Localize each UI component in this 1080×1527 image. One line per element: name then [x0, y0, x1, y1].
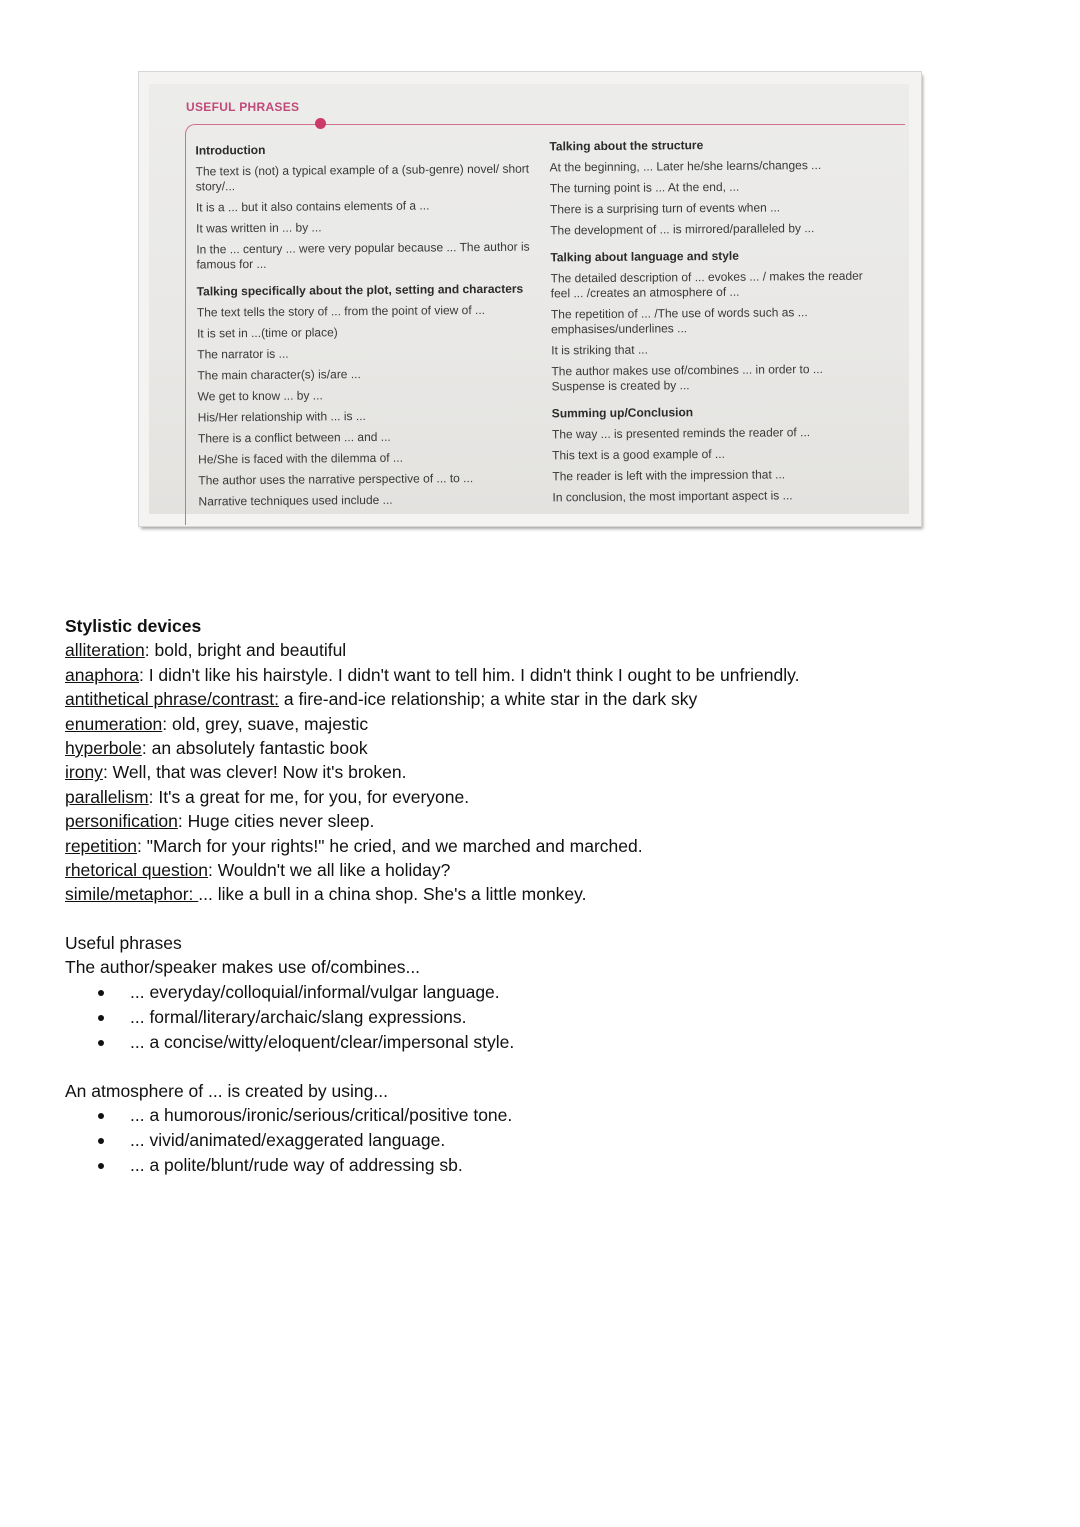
- device-example: Well, that was clever! Now it's broken.: [112, 762, 407, 783]
- phrase: This text is a good example of ...: [552, 446, 725, 463]
- section-title-structure: Talking about the structure: [549, 138, 704, 154]
- device-term: enumeration: [65, 713, 163, 734]
- device-line: [65, 882, 1025, 906]
- phrase: There is a surprising turn of events when ...: [549, 200, 781, 217]
- phrase: The author makes use of/combines ... in order to ... Suspense is created by ...: [551, 362, 823, 394]
- atmosphere-intro: An atmosphere of ... is created by using...: [65, 1080, 388, 1101]
- device-term: simile/metaphor:: [65, 884, 199, 905]
- device-term: rhetorical question: [65, 860, 208, 881]
- phrase: The text tells the story of ... from the point of view of ...: [196, 302, 486, 320]
- phrase: The author uses the narrative perspective of ... to ...: [198, 471, 474, 488]
- device-example: ... like a bull in a china shop. She's a little monkey.: [198, 884, 587, 905]
- list-item: ... a concise/witty/eloquent/clear/impersonal style.: [65, 1030, 1025, 1055]
- photo-content: [149, 84, 909, 514]
- phrase: He/She is faced with the dilemma of ...: [198, 450, 403, 467]
- device-line: personification: Huge cities never sleep.: [65, 811, 375, 832]
- phrase: The text is (not) a typical example of a (sub-genre) novel/ short story/...: [195, 161, 530, 194]
- bullet-icon: [98, 1138, 104, 1144]
- bullet-icon: [98, 1163, 104, 1169]
- device-example: I didn't like his hairstyle. I didn't want to tell him. I didn't think I ought to be unfriendly.: [148, 664, 800, 685]
- device-line: hyperbole: an absolutely fantastic book: [65, 738, 368, 759]
- list-item: ... a humorous/ironic/serious/critical/positive tone.: [65, 1103, 1025, 1128]
- phrase: It is a ... but it also contains elements of a ...: [195, 198, 430, 215]
- phrase: The reader is left with the impression that ...: [552, 467, 786, 484]
- device-term: antithetical phrase/contrast:: [65, 689, 280, 710]
- device-term: parallelism: [65, 786, 149, 807]
- device-line: enumeration: old, grey, suave, majestic: [65, 713, 369, 734]
- phrase: Narrative techniques used include ...: [198, 492, 393, 509]
- phrase: In the ... century ... were very popular because ... The author is famous for ...: [196, 239, 530, 272]
- stylistic-devices-title: Stylistic devices: [65, 616, 202, 636]
- device-example: old, grey, suave, majestic: [172, 713, 369, 734]
- device-term: anaphora: [65, 664, 139, 685]
- phrase: We get to know ... by ...: [197, 388, 323, 404]
- bullet-icon: [98, 1113, 104, 1119]
- useful-phrases-photo: [139, 72, 921, 526]
- phrase: At the beginning, ... Later he/she learns/changes ...: [549, 158, 822, 175]
- bullet-icon: [98, 1040, 104, 1046]
- list-item: ... formal/literary/archaic/slang expressions.: [65, 1005, 1025, 1030]
- device-example: It's a great for me, for you, for everyone.: [158, 786, 470, 807]
- box-accent-dot: [315, 118, 326, 129]
- device-line: repetition: "March for your rights!" he cried, and we marched and marched.: [65, 835, 643, 856]
- device-line: alliteration: bold, bright and beautiful: [65, 640, 347, 661]
- phrase: The detailed description of ... evokes ... / makes the reader feel ... /creates an atmosphere of ...: [550, 268, 863, 301]
- phrase: The way ... is presented reminds the reader of ...: [551, 425, 811, 442]
- device-line: anaphora: I didn't like his hairstyle. I didn't want to tell him. I didn't think I ought to be unfriendly.: [65, 664, 800, 685]
- section-title-conclusion: Summing up/Conclusion: [551, 405, 694, 421]
- device-term: repetition: [65, 835, 137, 856]
- phrase: It is striking that ...: [551, 342, 648, 358]
- device-line: irony: Well, that was clever! Now it's broken.: [65, 762, 407, 783]
- device-example: "March for your rights!" he cried, and we marched and marched.: [146, 835, 643, 856]
- section-title-plot: Talking specifically about the plot, setting and characters: [196, 281, 524, 299]
- useful-phrases-title: Useful phrases: [65, 932, 182, 953]
- atmosphere-bullet-list: [65, 1103, 1025, 1178]
- device-example: Huge cities never sleep.: [187, 811, 375, 832]
- phrase: There is a conflict between ... and ...: [197, 429, 391, 446]
- phrase: His/Her relationship with ... is ...: [197, 409, 366, 425]
- language-bullet-list: [65, 980, 1025, 1055]
- section-title-introduction: Introduction: [195, 142, 266, 158]
- device-line: [65, 687, 1025, 711]
- left-column: [195, 141, 538, 516]
- right-column: [549, 137, 872, 512]
- useful-phrases-intro: The author/speaker makes use of/combines...: [65, 957, 421, 978]
- device-example: an absolutely fantastic book: [151, 738, 368, 759]
- list-item: ... a polite/blunt/rude way of addressing sb.: [65, 1153, 1025, 1178]
- bullet-icon: [98, 1015, 104, 1021]
- phrase: In conclusion, the most important aspect is ...: [552, 488, 793, 505]
- device-term: irony: [65, 762, 103, 783]
- phrase: The narrator is ...: [197, 346, 289, 362]
- device-term: alliteration: [65, 640, 145, 661]
- box-heading: USEFUL PHRASES: [186, 100, 300, 114]
- bullet-icon: [98, 990, 104, 996]
- list-item: ... everyday/colloquial/informal/vulgar language.: [65, 980, 1025, 1005]
- device-example: Wouldn't we all like a holiday?: [217, 860, 451, 881]
- phrase: The turning point is ... At the end, ...: [549, 179, 740, 196]
- document-body: [65, 614, 1025, 1178]
- device-term: personification: [65, 811, 178, 832]
- phrase: It was written in ... by ...: [196, 220, 322, 236]
- phrase: It is set in ...(time or place): [196, 325, 338, 341]
- phrase: The main character(s) is/are ...: [197, 367, 361, 383]
- device-example: a fire-and-ice relationship; a white star in the dark sky: [283, 689, 698, 710]
- phrase: The repetition of ... /The use of words such as ... emphasises/underlines ...: [550, 305, 808, 337]
- section-title-language: Talking about language and style: [550, 248, 739, 265]
- device-example: bold, bright and beautiful: [154, 640, 347, 661]
- device-line: rhetorical question: Wouldn't we all like a holiday?: [65, 860, 451, 881]
- device-term: hyperbole: [65, 738, 142, 759]
- list-item: ... vivid/animated/exaggerated language.: [65, 1128, 1025, 1153]
- device-line: parallelism: It's a great for me, for you, for everyone.: [65, 786, 470, 807]
- phrase: The development of ... is mirrored/paralleled by ...: [550, 221, 815, 238]
